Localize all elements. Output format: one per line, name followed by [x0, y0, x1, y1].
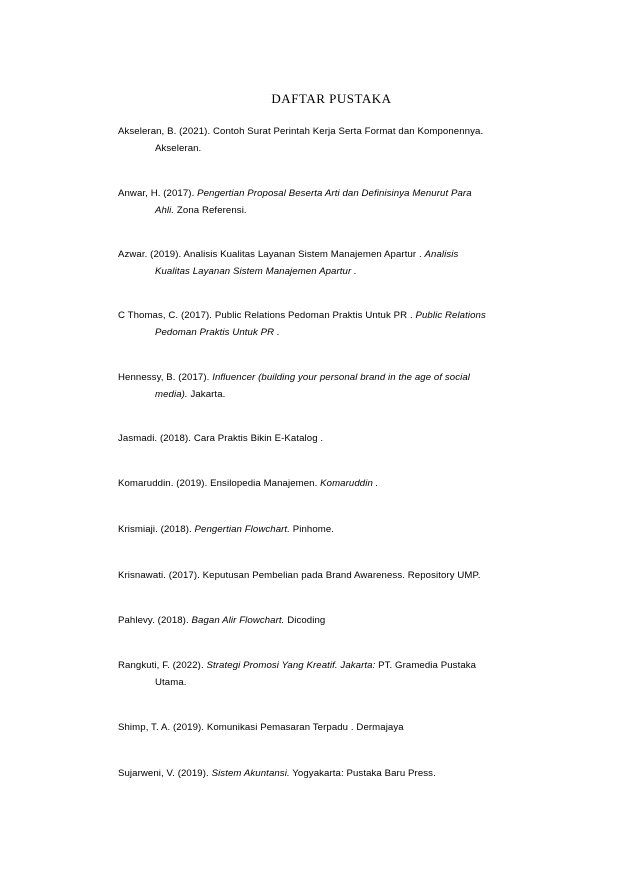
reference-text: Utama. — [155, 677, 187, 688]
reference-title: Pengertian Flowchart. — [194, 524, 290, 535]
reference-text: Dicoding — [284, 615, 326, 626]
reference-text: Pinhome. — [289, 524, 335, 535]
reference-entry — [118, 719, 548, 736]
reference-title: Pedoman Praktis Untuk PR . — [155, 327, 280, 338]
reference-title: Sistem Akuntansi. — [211, 768, 290, 779]
reference-title: Pengertian Proposal Beserta Arti dan Definisinya Menurut Para — [197, 188, 472, 199]
reference-entry — [118, 369, 548, 403]
reference-text: Cara Praktis Bikin E-Katalog . — [193, 433, 324, 444]
reference-author-year: Akseleran, B. (2021). — [118, 126, 213, 137]
reference-author-year: Pahlevy. (2018). — [118, 615, 192, 626]
reference-title: Komaruddin . — [320, 478, 379, 489]
reference-title: Public Relations — [415, 310, 486, 321]
reference-title: Kualitas Layanan Sistem Manajemen Apartur . — [155, 266, 357, 277]
reference-entry — [118, 185, 548, 219]
reference-text: PT. Gramedia Pustaka — [375, 660, 477, 671]
reference-text: Zona Referensi. — [174, 205, 247, 216]
reference-author-year: Sujarweni, V. (2019). — [118, 768, 212, 779]
reference-line — [118, 123, 548, 140]
reference-entry — [118, 430, 548, 447]
reference-title: Strategi Promosi Yang Kreatif. Jakarta: — [206, 660, 376, 671]
reference-text: Yogyakarta: Pustaka Baru Press. — [289, 768, 436, 779]
reference-continuation — [118, 202, 548, 219]
page-title: DAFTAR PUSTAKA — [271, 91, 392, 106]
reference-author-year: Hennessy, B. (2017). — [118, 372, 213, 383]
reference-continuation — [118, 674, 548, 691]
reference-continuation — [118, 386, 548, 403]
reference-line — [118, 657, 548, 674]
reference-text: Analisis Kualitas Layanan Sistem Manajemen Apartur . — [183, 249, 425, 260]
reference-entry — [118, 657, 548, 691]
reference-text: Jakarta. — [187, 389, 226, 400]
reference-line — [118, 430, 548, 447]
reference-text: Akseleran. — [155, 143, 202, 154]
reference-text: Keputusan Pembelian pada Brand Awareness. Repository UMP. — [202, 570, 481, 581]
reference-author-year: Azwar. (2019). — [118, 249, 184, 260]
reference-entry — [118, 521, 548, 538]
reference-author-year: Komaruddin. (2019). — [118, 478, 211, 489]
reference-author-year: Shimp, T. A. (2019). — [118, 722, 207, 733]
reference-author-year: Rangkuti, F. (2022). — [118, 660, 207, 671]
reference-line — [118, 307, 548, 324]
reference-entry — [118, 612, 548, 629]
reference-author-year: Jasmadi. (2018). — [118, 433, 194, 444]
reference-title: Analisis — [424, 249, 459, 260]
reference-line — [118, 185, 548, 202]
reference-line — [118, 369, 548, 386]
reference-author-year: Krismiaji. (2018). — [118, 524, 195, 535]
reference-title: Ahli. — [155, 205, 175, 216]
reference-line — [118, 521, 548, 538]
reference-line — [118, 765, 548, 782]
reference-line — [118, 719, 548, 736]
reference-continuation — [118, 324, 548, 341]
reference-line — [118, 612, 548, 629]
reference-author-year: Krisnawati. (2017). — [118, 570, 203, 581]
reference-text: Contoh Surat Perintah Kerja Serta Format dan Komponennya. — [213, 126, 484, 137]
reference-text: Ensilopedia Manajemen. — [210, 478, 321, 489]
reference-entry — [118, 567, 548, 584]
reference-title: Influencer (building your personal brand in the age of social — [212, 372, 471, 383]
reference-line — [118, 246, 548, 263]
reference-entry — [118, 475, 548, 492]
reference-author-year: C Thomas, C. (2017). — [118, 310, 215, 321]
reference-text: Public Relations Pedoman Praktis Untuk PR . — [214, 310, 416, 321]
reference-title: media). — [155, 389, 188, 400]
reference-entry — [118, 307, 548, 341]
reference-line — [118, 567, 548, 584]
reference-entry — [118, 123, 548, 157]
reference-line — [118, 475, 548, 492]
reference-author-year: Anwar, H. (2017). — [118, 188, 198, 199]
reference-text: Komunikasi Pemasaran Terpadu . Dermajaya — [206, 722, 404, 733]
reference-continuation — [118, 140, 548, 157]
reference-entry — [118, 765, 548, 782]
reference-entry — [118, 246, 548, 280]
reference-continuation — [118, 263, 548, 280]
reference-title: Bagan Alir Flowchart. — [191, 615, 285, 626]
